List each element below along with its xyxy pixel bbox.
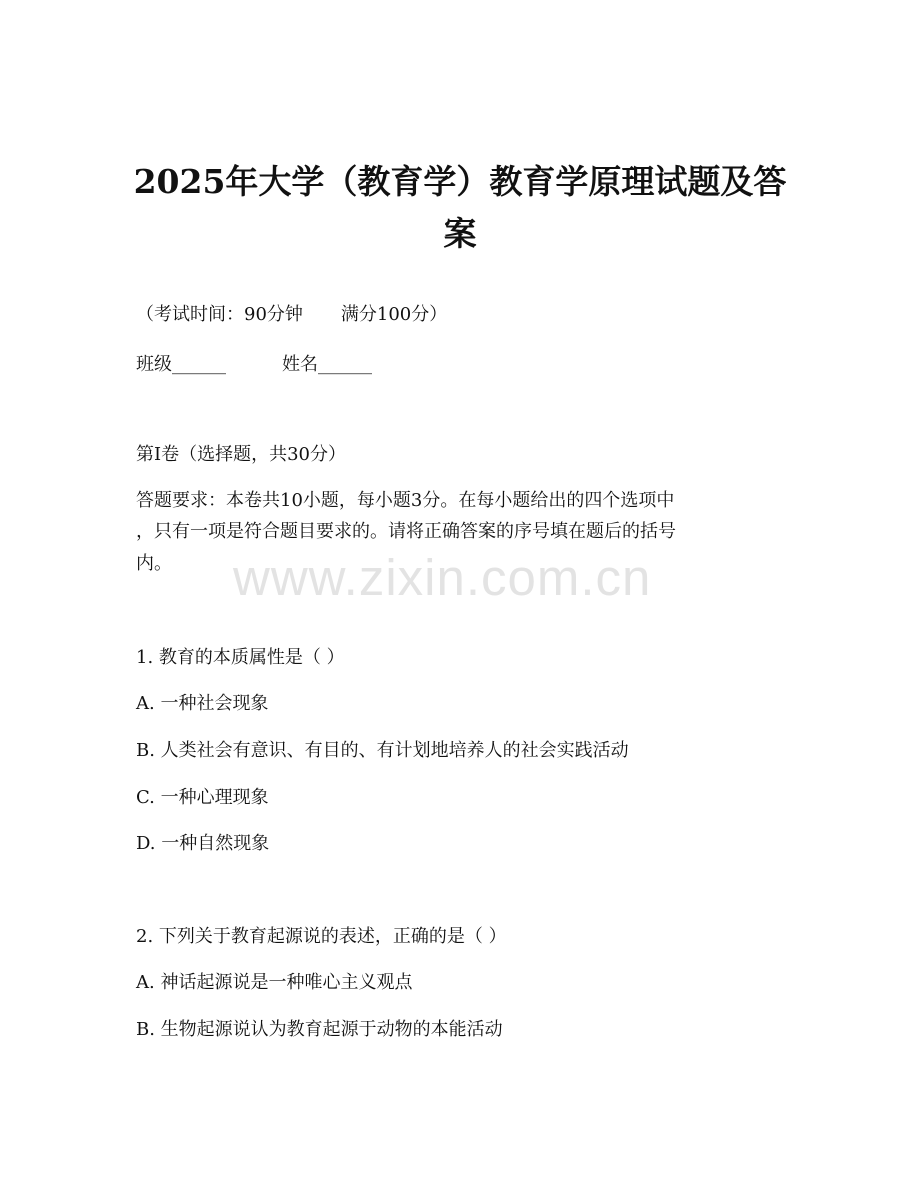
question-1-option-a: A. 一种社会现象 <box>136 693 269 714</box>
class-field: 班级______ <box>136 354 226 375</box>
name-field: 姓名______ <box>282 354 372 375</box>
document-title-line-2: 案 <box>443 214 477 253</box>
instructions-line-1: 答题要求：本卷共10小题，每小题3分。在每小题给出的四个选项中 <box>136 490 675 511</box>
question-1-option-b: B. 人类社会有意识、有目的、有计划地培养人的社会实践活动 <box>136 740 629 761</box>
instructions-line-2: ，只有一项是符合题目要求的。请将正确答案的序号填在题后的括号 <box>136 521 676 542</box>
question-2-option-a: A. 神话起源说是一种唯心主义观点 <box>136 972 413 993</box>
document-title-line-1: 2025年大学（教育学）教育学原理试题及答 <box>133 162 787 201</box>
exam-info <box>136 300 447 326</box>
instructions-line-3: 内。 <box>136 553 172 574</box>
student-fields <box>136 350 372 376</box>
watermark: www.zixin.com.cn <box>233 549 652 606</box>
question-1-stem: 1. 教育的本质属性是（ ） <box>136 647 345 668</box>
exam-score: 满分100分） <box>340 304 448 325</box>
question-1-option-d: D. 一种自然现象 <box>136 833 270 854</box>
question-2-option-b: B. 生物起源说认为教育起源于动物的本能活动 <box>136 1019 503 1040</box>
section-title: 第I卷（选择题，共30分） <box>136 444 347 465</box>
question-2-stem: 2. 下列关于教育起源说的表述，正确的是（ ） <box>136 926 507 947</box>
exam-time: （考试时间：90分钟 <box>136 304 303 325</box>
question-1-option-c: C. 一种心理现象 <box>136 787 269 808</box>
